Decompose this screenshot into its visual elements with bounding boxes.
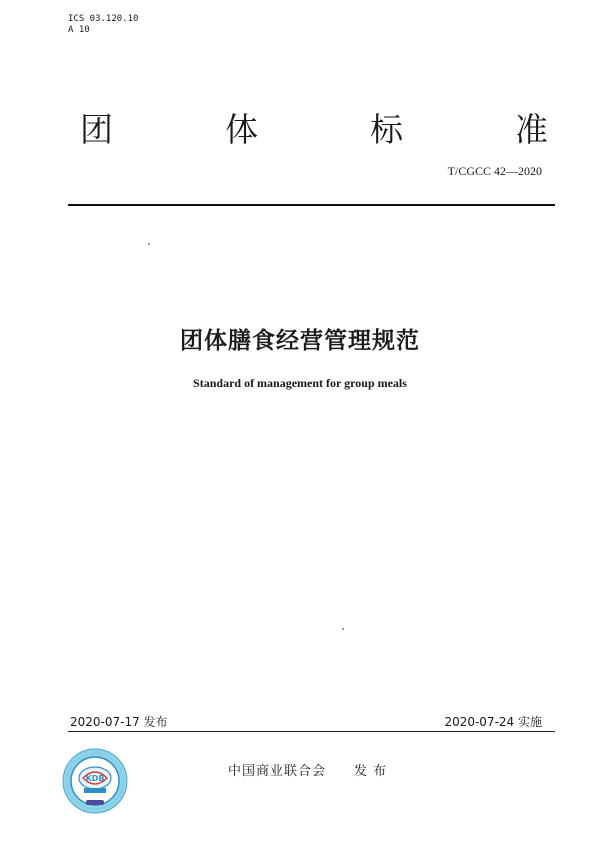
standard-type-char: 准 [515,110,550,149]
footer-divider [68,731,555,732]
standard-code: T/CGCC 42—2020 [447,164,542,178]
publisher-line [228,760,387,779]
standard-type-char: 标 [370,110,405,149]
document-title-english: Standard of management for group meals [193,376,407,390]
ccs-code: A 10 [68,25,90,35]
publisher-name: 中国商业联合会 [228,764,327,779]
certification-seal-icon [62,748,128,814]
document-title-chinese: 团体膳食经营管理规范 [180,328,420,354]
standard-type-char: 团 [80,110,115,149]
implement-date: 2020-07-24 实施 [444,715,542,729]
publish-word: 发 布 [354,764,388,779]
standard-type-char: 体 [225,110,260,149]
classification-codes [68,14,138,36]
scan-speck [342,628,344,630]
publish-date: 2020-07-17 发布 [70,715,168,729]
scan-speck [148,243,150,245]
standard-type-heading [80,104,550,149]
seal-center-text: KDB [85,774,105,783]
header-divider [68,204,555,206]
ics-code: ICS 03.120.10 [68,14,139,24]
